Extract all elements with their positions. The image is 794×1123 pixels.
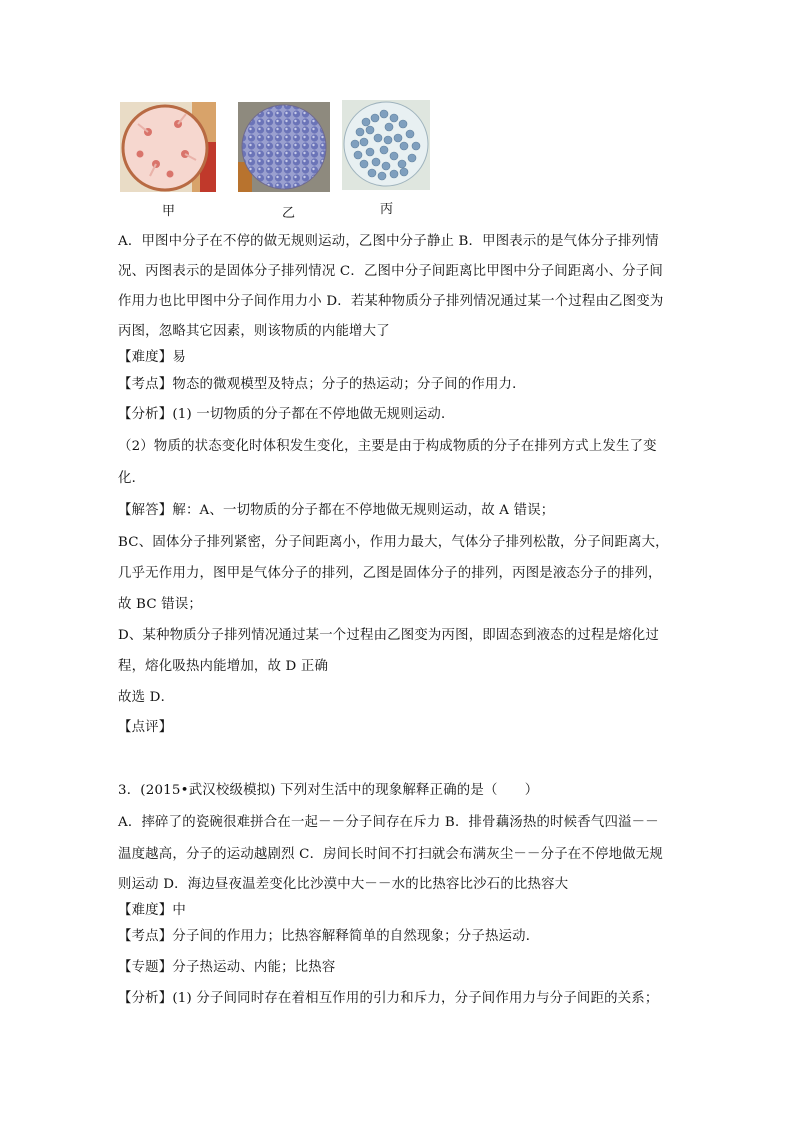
figure-jia-label: 甲 [162,204,176,219]
q2-options-line-3: 作用力也比甲图中分子间作用力小 D．若某种物质分子排列情况通过某一个过程由乙图变为 [118,294,664,309]
q3-difficulty: 【难度】中 [118,903,186,918]
q2-answer: 故选 D． [118,690,175,705]
q3-options-line-3: 则运动 D．海边昼夜温差变化比沙漠中大－－水的比热容比沙石的比热容大 [118,877,569,892]
q3-analysis-1: 【分析】(1) 分子间同时存在着相互作用的引力和斥力，分子间作用力与分子间距的关系； [118,991,659,1006]
q3-stem: 3．(2015•武汉校级模拟) 下列对生活中的现象解释正确的是（ ） [118,783,539,798]
q2-analysis-3: 化． [118,471,146,486]
q2-solution-4: 故 BC 错误； [118,597,203,612]
q2-analysis-1: 【分析】(1) 一切物质的分子都在不停地做无规则运动． [118,407,455,422]
figure-yi-label: 乙 [282,206,296,221]
q2-solution-6: 程，熔化吸热内能增加，故 D 正确 [118,659,329,674]
figure-jia-gas-image [120,102,216,192]
molecule-figures [120,100,440,220]
q3-zhuanti: 【专题】分子热运动、内能；比热容 [118,960,336,975]
figure-bing-label: 丙 [380,202,394,217]
q2-solution-2: BC、固体分子排列紧密，分子间距离小，作用力最大，气体分子排列松散，分子间距离大， [118,535,669,550]
q3-options-line-1: A．摔碎了的瓷碗很难拼合在一起－－分子间存在斥力 B．排骨藕汤热的时候香气四溢－－ [118,815,659,830]
q2-analysis-2: （2）物质的状态变化时体积发生变化，主要是由于构成物质的分子在排列方式上发生了变 [118,439,657,454]
q2-solution-5: D、某种物质分子排列情况通过某一个过程由乙图变为丙图，即固态到液态的过程是熔化过 [118,628,659,643]
q2-kaodian: 【考点】物态的微观模型及特点；分子的热运动；分子间的作用力． [118,377,526,392]
q2-options-line-2: 况、丙图表示的是固体分子排列情况 C．乙图中分子间距离比甲图中分子间距离小、分子间 [118,264,663,279]
q3-options-line-2: 温度越高，分子的运动越剧烈 C．房间长时间不打扫就会布满灰尘－－分子在不停地做无规 [118,847,663,862]
q2-options-line-1: A．甲图中分子在不停的做无规则运动，乙图中分子静止 B．甲图表示的是气体分子排列情 [118,234,659,249]
q2-comment: 【点评】 [118,720,173,735]
q2-options-line-4: 丙图，忽略其它因素，则该物质的内能增大了 [118,324,390,339]
figure-yi-solid-image [238,102,330,192]
figure-bing-liquid-image [342,100,430,190]
q3-kaodian: 【考点】分子间的作用力；比热容解释简单的自然现象；分子热运动． [118,929,540,944]
q2-solution-1: 【解答】解：A、一切物质的分子都在不停地做无规则运动，故 A 错误； [118,503,555,518]
q2-solution-3: 几乎无作用力，图甲是气体分子的排列，乙图是固体分子的排列，丙图是液态分子的排列， [118,566,662,581]
q2-difficulty: 【难度】易 [118,350,186,365]
